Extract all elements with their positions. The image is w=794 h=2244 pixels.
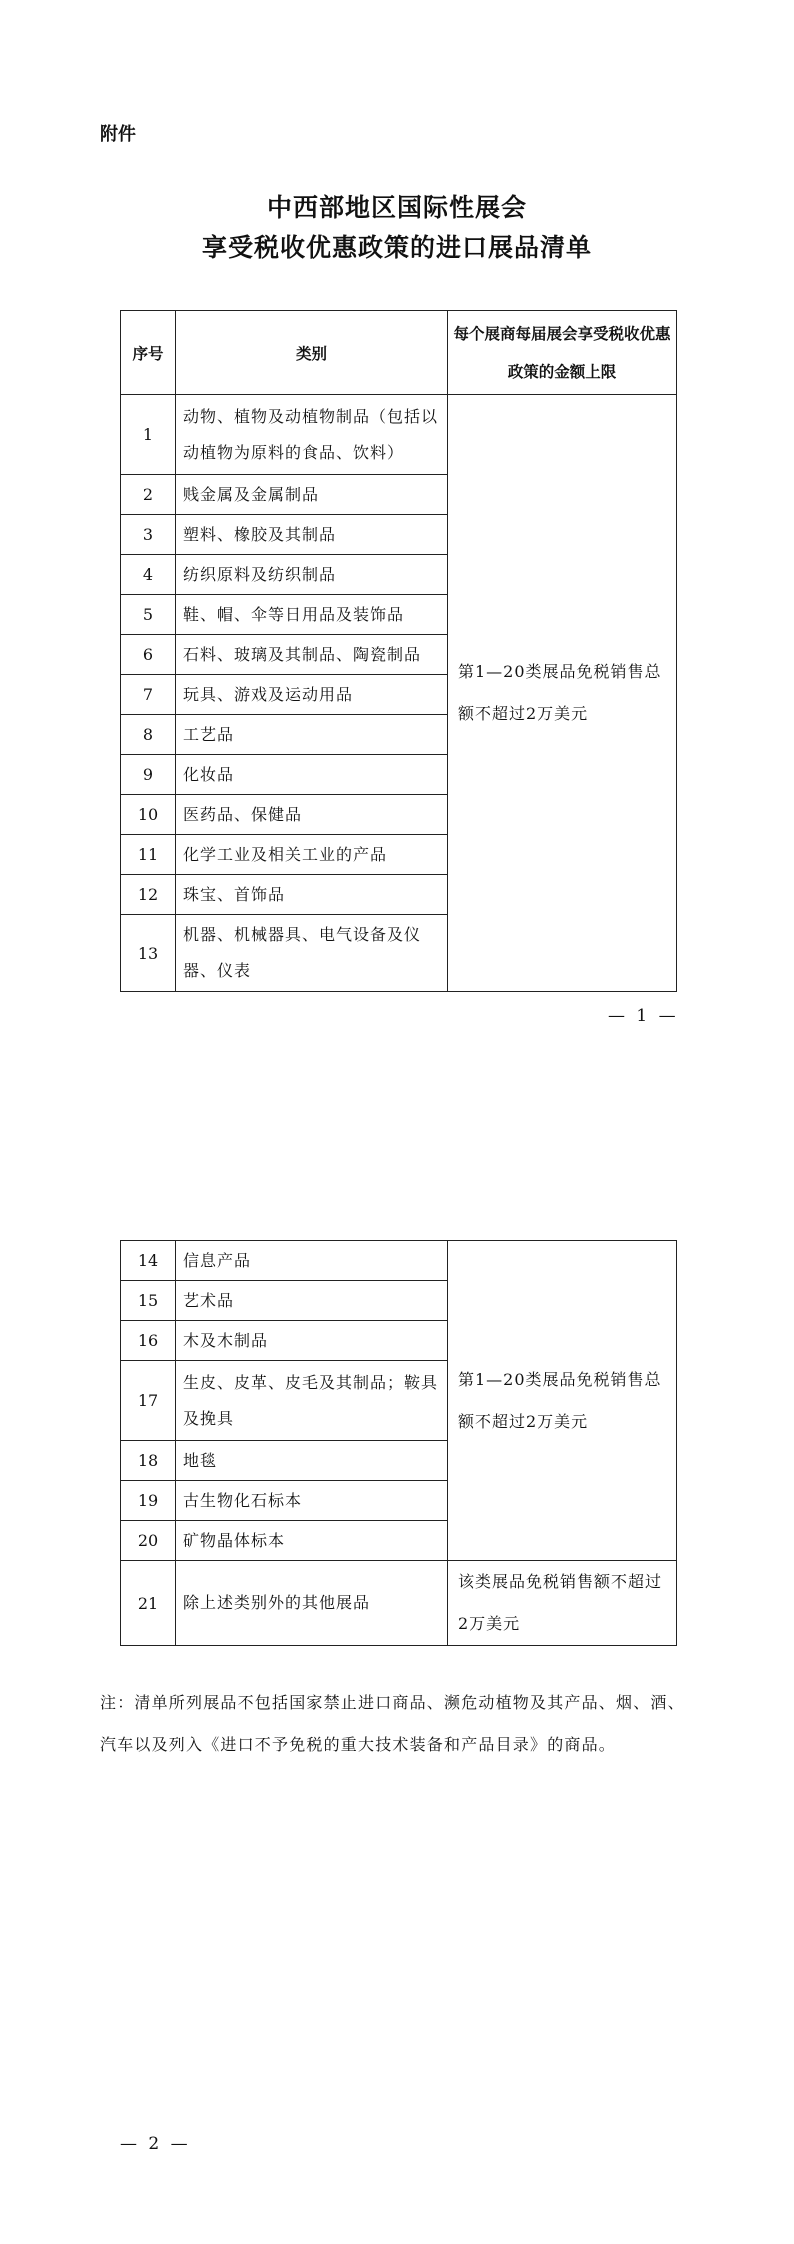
- row-number: 2: [121, 475, 176, 515]
- row-category: 木及木制品: [176, 1321, 448, 1361]
- row-number: 19: [121, 1481, 176, 1521]
- row-category: 地毯: [176, 1441, 448, 1481]
- row-number: 5: [121, 595, 176, 635]
- row-number: 11: [121, 835, 176, 875]
- row-number: 8: [121, 715, 176, 755]
- row-category: 矿物晶体标本: [176, 1521, 448, 1561]
- row-number: 13: [121, 915, 176, 992]
- row-category: 动物、植物及动植物制品（包括以动植物为原料的食品、饮料）: [176, 395, 448, 475]
- row-number: 10: [121, 795, 176, 835]
- row-category: 信息产品: [176, 1241, 448, 1281]
- row-category: 机器、机械器具、电气设备及仪器、仪表: [176, 915, 448, 992]
- row-number: 9: [121, 755, 176, 795]
- row-number: 1: [121, 395, 176, 475]
- page-number: — 2 —: [120, 2134, 191, 2154]
- attachment-label: 附件: [100, 124, 136, 145]
- limit-cell: 第1—20类展品免税销售总额不超过2万美元: [448, 395, 677, 992]
- row-category: 古生物化石标本: [176, 1481, 448, 1521]
- exhibit-list-table-page1: [120, 310, 677, 992]
- document-title-line2: 享受税收优惠政策的进口展品清单: [201, 233, 592, 262]
- row-number: 20: [121, 1521, 176, 1561]
- header-category: 类别: [176, 311, 448, 395]
- row-category: 塑料、橡胶及其制品: [176, 515, 448, 555]
- row-number: 4: [121, 555, 176, 595]
- row-number: 18: [121, 1441, 176, 1481]
- row-number: 16: [121, 1321, 176, 1361]
- row-category: 玩具、游戏及运动用品: [176, 675, 448, 715]
- row-category: 珠宝、首饰品: [176, 875, 448, 915]
- row-number: 15: [121, 1281, 176, 1321]
- row-number: 7: [121, 675, 176, 715]
- row-category: 鞋、帽、伞等日用品及装饰品: [176, 595, 448, 635]
- row-category: 工艺品: [176, 715, 448, 755]
- document-title-line1: 中西部地区国际性展会: [266, 193, 527, 222]
- row-category: 生皮、皮革、皮毛及其制品；鞍具及挽具: [176, 1361, 448, 1441]
- row-number: 3: [121, 515, 176, 555]
- row-category: 贱金属及金属制品: [176, 475, 448, 515]
- row-number: 21: [121, 1561, 176, 1646]
- row-number: 17: [121, 1361, 176, 1441]
- footnote: 注：清单所列展品不包括国家禁止进口商品、濒危动植物及其产品、烟、酒、汽车以及列入《进口不予免税的重大技术装备和产品目录》的商品。: [100, 1693, 685, 1754]
- row-category: 化学工业及相关工业的产品: [176, 835, 448, 875]
- header-number: 序号: [121, 311, 176, 395]
- row-category: 石料、玻璃及其制品、陶瓷制品: [176, 635, 448, 675]
- row-number: 6: [121, 635, 176, 675]
- row-category: 纺织原料及纺织制品: [176, 555, 448, 595]
- row-number: 14: [121, 1241, 176, 1281]
- row-category: 艺术品: [176, 1281, 448, 1321]
- exhibit-list-table-page2: [120, 1240, 677, 1646]
- row-category: 化妆品: [176, 755, 448, 795]
- row-number: 12: [121, 875, 176, 915]
- limit-cell: 第1—20类展品免税销售总额不超过2万美元: [448, 1241, 677, 1561]
- row-category: 医药品、保健品: [176, 795, 448, 835]
- row-category: 除上述类别外的其他展品: [176, 1561, 448, 1646]
- header-limit: 每个展商每届展会享受税收优惠政策的金额上限: [448, 311, 677, 395]
- page-number: — 1 —: [608, 1006, 679, 1026]
- limit-cell: 该类展品免税销售额不超过2万美元: [448, 1561, 677, 1646]
